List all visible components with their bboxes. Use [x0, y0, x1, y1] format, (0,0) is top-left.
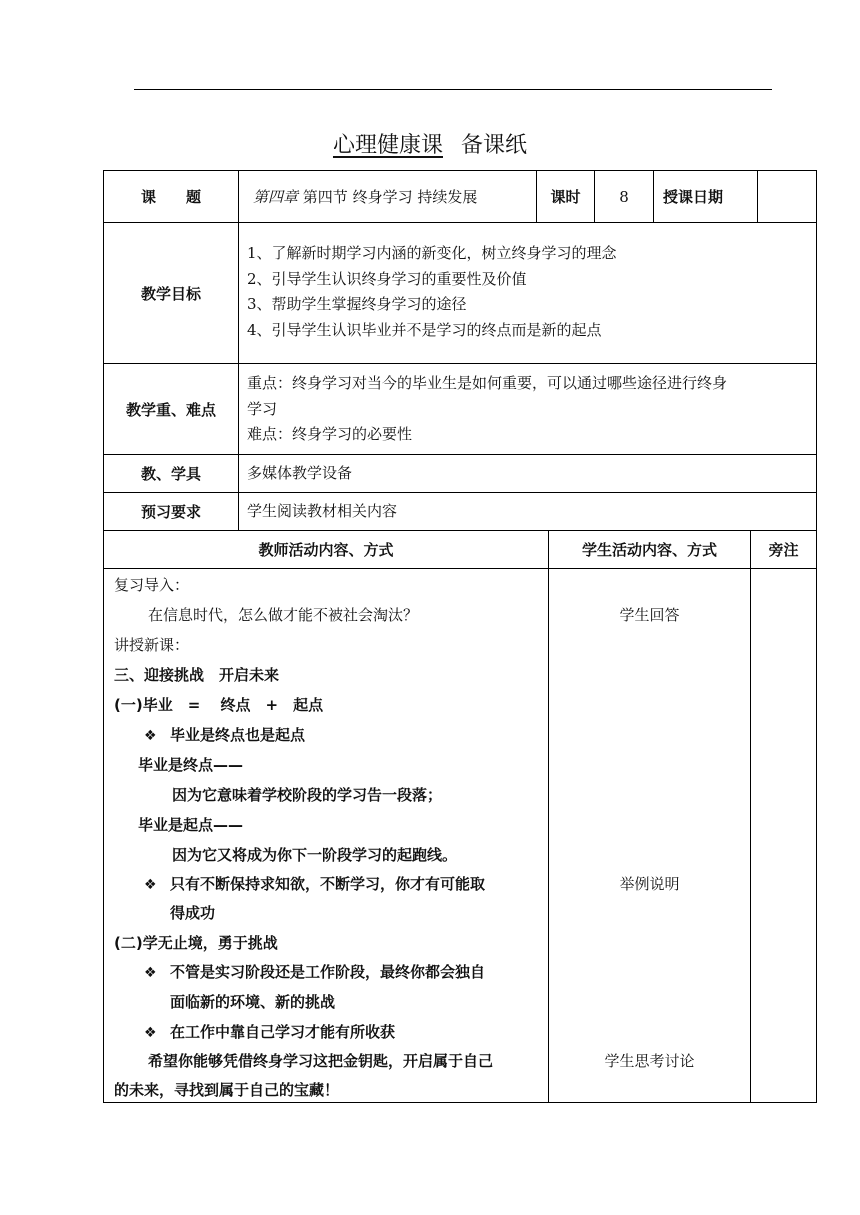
bullet-item: ❖ 不管是实习阶段还是工作阶段，最终你都会独自 — [144, 963, 486, 981]
teacher-column-header: 教师活动内容、方式 — [103, 530, 549, 569]
closing-line: 希望你能够凭借终身学习这把金钥匙，开启属于自己 — [148, 1052, 494, 1070]
student-column-header: 学生活动内容、方式 — [548, 530, 751, 569]
content-line: 得成功 — [170, 904, 216, 922]
student-content-cell — [548, 568, 751, 1103]
header-rule — [134, 89, 772, 90]
content-line: 面临新的环境、新的挑战 — [170, 993, 336, 1011]
section-heading: 三、迎接挑战 开启未来 — [114, 666, 280, 684]
diamond-bullet-icon: ❖ — [144, 965, 157, 981]
objective-item: 3、帮助学生掌握终身学习的途径 — [247, 295, 467, 313]
date-label: 授课日期 — [653, 170, 758, 223]
key-points-content — [238, 363, 817, 455]
page-title-course: 心理健康课 — [332, 133, 443, 158]
objectives-content — [238, 222, 817, 364]
content-line: 因为它意味着学校阶段的学习告一段落； — [172, 786, 443, 804]
student-activity: 学生思考讨论 — [604, 1052, 695, 1070]
preview-label: 预习要求 — [103, 492, 239, 531]
tools-value: 多媒体教学设备 — [238, 454, 817, 493]
objective-item: 4、引导学生认识毕业并不是学习的终点而是新的起点 — [247, 320, 602, 339]
key-point-line: 重点：终身学习对当今的毕业生是如何重要，可以通过哪些途径进行终身 — [247, 374, 728, 392]
topic-chapter: 第四章 — [253, 188, 299, 206]
page-title-sheet: 备课纸 — [461, 133, 528, 158]
difficulty-line: 难点：终身学习的必要性 — [247, 425, 413, 443]
page-title — [0, 128, 860, 159]
bullet-item: ❖ 毕业是终点也是起点 — [144, 726, 306, 744]
new-lesson-heading: 讲授新课： — [114, 636, 190, 654]
subsection-heading: (一)毕业 = 终点 + 起点 — [114, 696, 324, 714]
preview-value: 学生阅读教材相关内容 — [238, 492, 817, 531]
content-line: 毕业是终点—— — [138, 756, 244, 774]
date-value — [757, 170, 817, 223]
tools-label: 教、学具 — [103, 454, 239, 493]
objective-item: 1、了解新时期学习内涵的新变化，树立终身学习的理念 — [247, 244, 617, 262]
notes-column-header: 旁注 — [750, 530, 817, 569]
diamond-bullet-icon: ❖ — [144, 1025, 157, 1041]
student-activity: 举例说明 — [619, 875, 680, 893]
hours-label: 课时 — [536, 170, 595, 223]
review-heading: 复习导入： — [114, 576, 190, 594]
bullet-item: ❖ 在工作中靠自己学习才能有所收获 — [144, 1023, 396, 1041]
closing-line: 的未来，寻找到属于自己的宝藏！ — [114, 1081, 340, 1099]
topic-label: 课 题 — [103, 170, 239, 223]
bullet-item: ❖ 只有不断保持求知欲，不断学习，你才有可能取 — [144, 875, 486, 893]
key-points-label: 教学重、难点 — [103, 363, 239, 455]
key-point-line: 学习 — [247, 399, 278, 418]
content-line: 因为它又将成为你下一阶段学习的起跑线。 — [172, 846, 458, 864]
review-question: 在信息时代，怎么做才能不被社会淘汰？ — [148, 606, 419, 624]
topic-value-cell — [238, 170, 537, 223]
hours-value: 8 — [594, 170, 654, 223]
topic-value: 第四节 终身学习 持续发展 — [302, 188, 478, 206]
objectives-label: 教学目标 — [103, 222, 239, 364]
diamond-bullet-icon: ❖ — [144, 877, 157, 893]
notes-content-cell — [750, 568, 817, 1103]
content-line: 毕业是起点—— — [138, 816, 244, 834]
objective-item: 2、引导学生认识终身学习的重要性及价值 — [247, 269, 527, 288]
student-activity: 学生回答 — [619, 606, 680, 624]
diamond-bullet-icon: ❖ — [144, 728, 157, 744]
subsection-heading: (二)学无止境，勇于挑战 — [114, 934, 278, 952]
